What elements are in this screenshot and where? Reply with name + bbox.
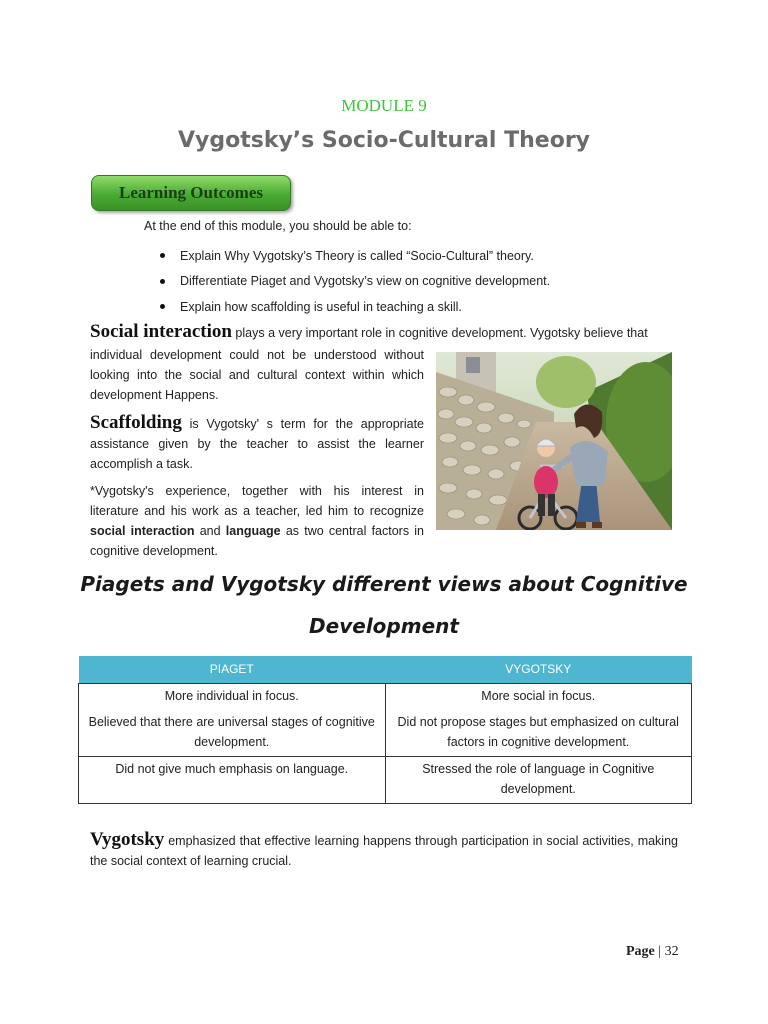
comparison-heading-line2: Development: [309, 614, 459, 638]
column-header-vygotsky: VYGOTSKY: [385, 656, 692, 683]
table-cell: Did not give much emphasis on language.: [79, 756, 386, 803]
experience-paragraph: *Vygotsky's experience, together with his interest in literature and his work as a teacher, led him to recognize social interaction and language as two central factors in cognitive development.: [90, 484, 424, 558]
social-interaction-term: Social interaction: [90, 321, 232, 342]
outcomes-intro: At the end of this module, you should be able to:: [144, 219, 412, 233]
table-row: [79, 683, 692, 710]
teacher-child-bicycle-photo: [436, 352, 672, 530]
list-item: Explain how scaffolding is useful in teaching a skill.: [160, 294, 550, 320]
page-title: Vygotsky’s Socio-Cultural Theory: [177, 128, 591, 153]
table-cell: More social in focus.: [385, 683, 692, 710]
module-label: MODULE 9: [341, 96, 427, 115]
comparison-heading-line1: Piagets and Vygotsky different views about Cognitive: [80, 572, 688, 596]
page-number: Page | 32: [626, 944, 679, 959]
outcomes-list: [160, 243, 550, 320]
bullet-icon: [160, 279, 165, 284]
scaffolding-paragraph: Scaffolding is Vygotsky' s term for the appropriate assistance given by the teacher to assist the learner accomplish a task.: [90, 412, 424, 471]
vygotsky-term: Vygotsky: [90, 829, 165, 850]
social-interaction-paragraph: individual development could not be understood without looking into the social and cultural context within which development Happens.: [90, 348, 424, 402]
list-item: Differentiate Piaget and Vygotsky’s view on cognitive development.: [160, 269, 550, 295]
table-cell: Stressed the role of language in Cognitive development.: [385, 756, 692, 803]
list-item: Explain Why Vygotsky’s Theory is called “Socio-Cultural” theory.: [160, 243, 550, 269]
table-header-row: [79, 656, 692, 683]
comparison-table: [78, 656, 692, 804]
table-cell: More individual in focus.: [79, 683, 386, 710]
closing-paragraph: Vygotsky emphasized that effective learning happens through participation in social activities, making the social context of learning crucial.: [90, 829, 678, 868]
table-row: [79, 710, 692, 757]
bullet-icon: [160, 253, 165, 258]
column-header-piaget: PIAGET: [79, 656, 386, 683]
learning-outcomes-badge: Learning Outcomes: [91, 175, 291, 211]
table-cell: Believed that there are universal stages of cognitive development.: [79, 710, 386, 757]
scaffolding-term: Scaffolding: [90, 412, 182, 433]
social-interaction-line: Social interaction plays a very important role in cognitive development. Vygotsky believe that: [90, 321, 648, 342]
bullet-icon: [160, 304, 165, 309]
table-cell: Did not propose stages but emphasized on cultural factors in cognitive development.: [385, 710, 692, 757]
table-row: [79, 756, 692, 803]
